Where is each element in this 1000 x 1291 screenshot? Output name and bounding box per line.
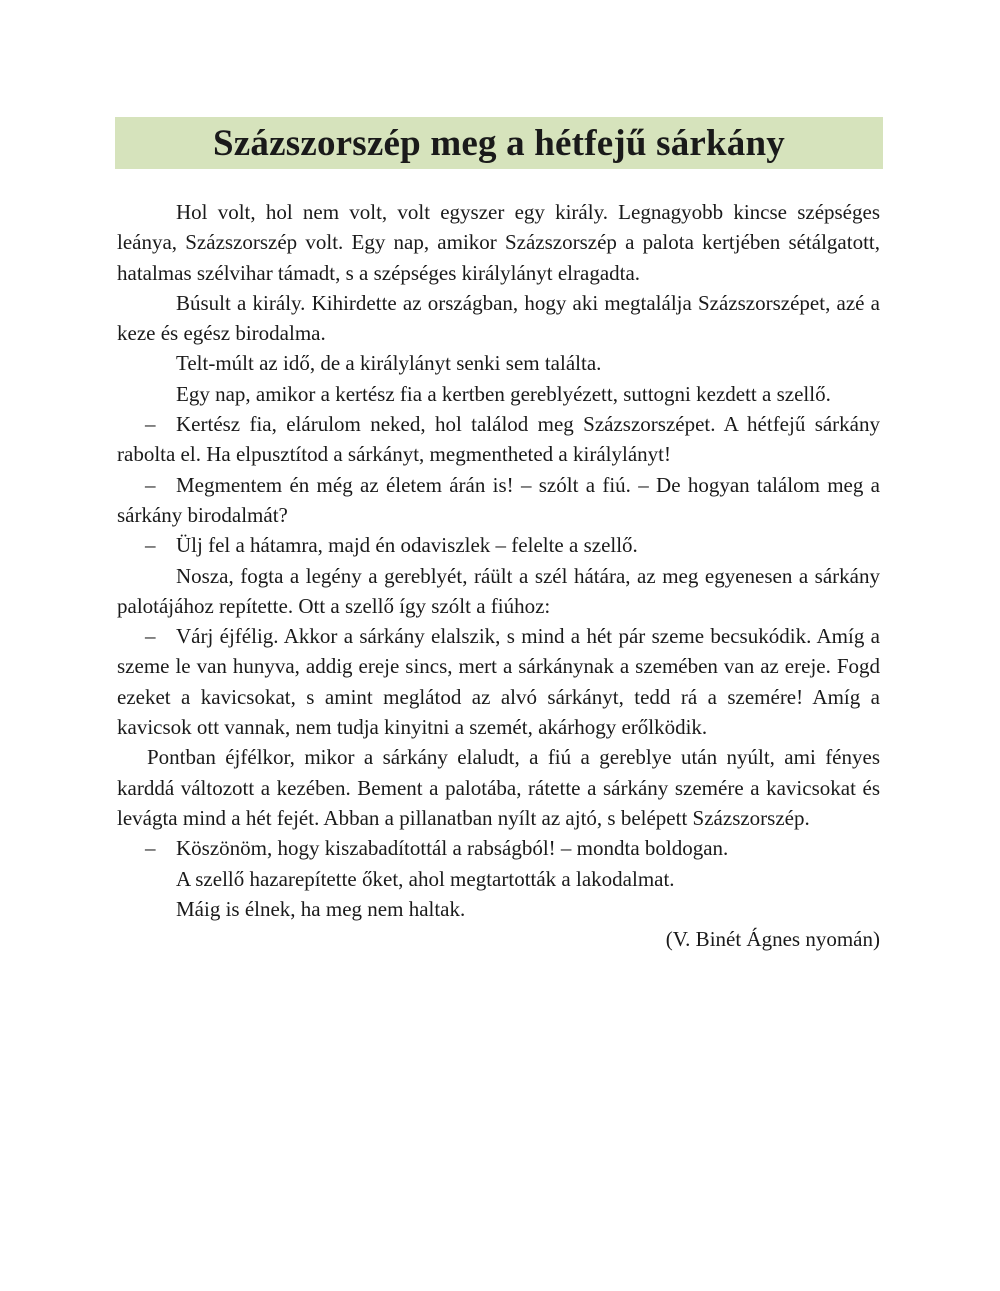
attribution: (V. Binét Ágnes nyomán) bbox=[665, 927, 880, 952]
paragraph: Telt-múlt az idő, de a királylányt senki sem találta. bbox=[176, 351, 602, 376]
dialogue-dash: – bbox=[145, 624, 156, 649]
story-text bbox=[117, 197, 880, 954]
story-title: Százszorszép meg a hétfejű sárkány bbox=[213, 122, 785, 164]
dialogue-line bbox=[117, 621, 880, 742]
dialogue-line bbox=[117, 470, 880, 531]
dialogue-dash: – bbox=[145, 412, 156, 437]
dialogue-dash: – bbox=[145, 836, 156, 861]
paragraph: A szellő hazarepítette őket, ahol megtartották a lakodalmat. bbox=[176, 866, 675, 891]
paragraph: Búsult a király. Kihirdette az országban, hogy aki megtalálja Százszorszépet, azé a keze és egész birodalma. bbox=[117, 290, 880, 346]
paragraph: Máig is élnek, ha meg nem haltak. bbox=[176, 896, 466, 921]
dialogue-line bbox=[117, 409, 880, 470]
dialogue-text: Köszönöm, hogy kiszabadítottál a rabságból! – mondta boldogan. bbox=[176, 836, 729, 861]
paragraph: Pontban éjfélkor, mikor a sárkány elaludt, a fiú a gereblye után nyúlt, ami fényes karddá változott a kezében. Bement a palotába, rátette a sárkány szemére a kavicsokat és levágta mind a hét fejét. Abban a pillanatban nyílt az ajtó, s belépett Százszorszép. bbox=[117, 745, 880, 830]
paragraph: Hol volt, hol nem volt, volt egyszer egy király. Legnagyobb kincse szépséges leánya, Százszorszép volt. Egy nap, amikor Százszorszép a palota kertjében sétálgatott, hatalmas szélvihar támadt, s a szépséges királylányt elragadta. bbox=[117, 200, 880, 285]
dialogue-text: Ülj fel a hátamra, majd én odaviszlek – felelte a szellő. bbox=[176, 533, 638, 558]
dialogue-dash: – bbox=[145, 533, 156, 558]
dialogue-line bbox=[117, 530, 880, 560]
dialogue-line bbox=[117, 833, 880, 863]
paragraph: Nosza, fogta a legény a gereblyét, ráült a szél hátára, az meg egyenesen a sárkány palotájához repítette. Ott a szellő így szólt a fiúhoz: bbox=[117, 563, 880, 618]
title-banner bbox=[115, 117, 883, 169]
dialogue-text: Kertész fia, elárulom neked, hol találod meg Százszorszépet. A hétfejű sárkány rabolta el. Ha elpusztítod a sárkányt, megmentheted a királylányt! bbox=[117, 412, 880, 467]
dialogue-text: Megmentem én még az életem árán is! – szólt a fiú. – De hogyan találom meg a sárkány birodalmát? bbox=[117, 472, 880, 527]
dialogue-text: Várj éjfélig. Akkor a sárkány elalszik, s mind a hét pár szeme becsukódik. Amíg a szeme le van hunyva, addig ereje sincs, mert a sárkánynak a szemében van az ereje. Fogd ezeket a kavicsokat, s amint meglátod az alvó sárkányt, tedd rá a szemére! Amíg a kavicsok ott vannak, nem tudja kinyitni a szemét, akárhogy erőlködik. bbox=[117, 624, 880, 740]
dialogue-dash: – bbox=[145, 472, 156, 497]
paragraph: Egy nap, amikor a kertész fia a kertben gereblyézett, suttogni kezdett a szellő. bbox=[176, 381, 831, 406]
